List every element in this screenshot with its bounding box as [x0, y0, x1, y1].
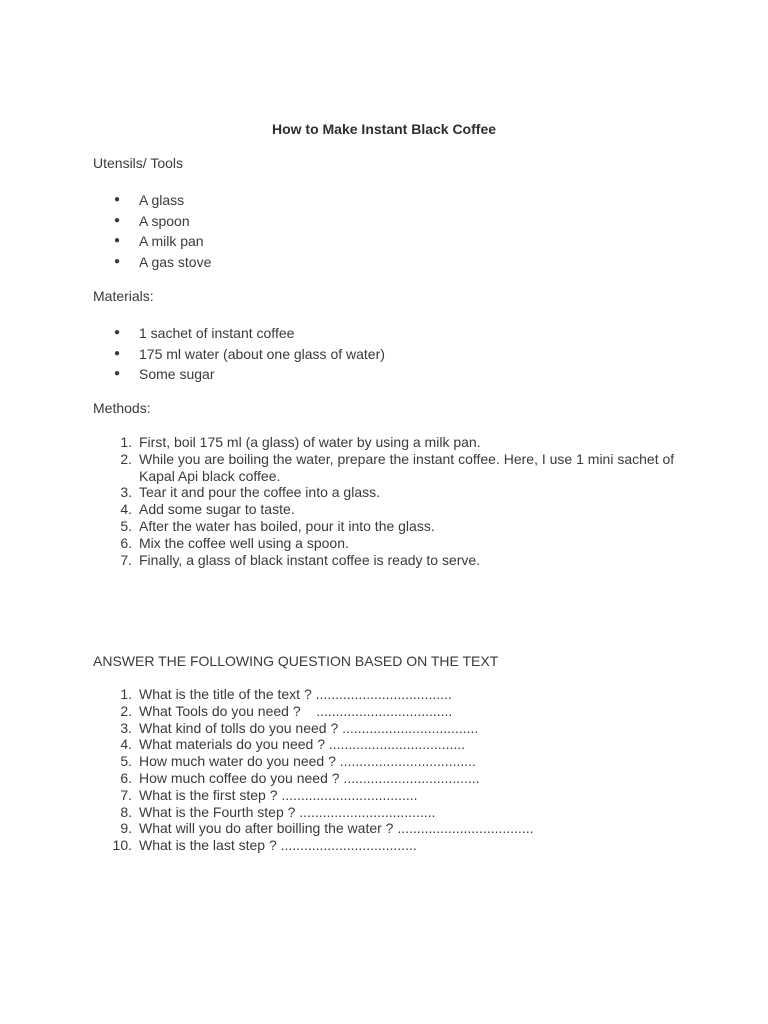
list-item: 4. What materials do you need ? ................................... [120, 736, 466, 753]
list-item: 1. First, boil 175 ml (a glass) of water by using a milk pan. [120, 434, 481, 450]
list-item: 1. What is the title of the text ? ................................... [120, 686, 452, 702]
list-item: 9. What will you do after boilling the water ? ................................... [120, 820, 534, 837]
list-item: 10. What is the last step ? ................................... [112, 837, 417, 854]
list-item: 3. What kind of tolls do you need ? ................................... [120, 719, 479, 736]
list-item: 4. Add some sugar to taste. [120, 501, 295, 518]
list-item: 2. While you are boiling the water, prepare the instant coffee. Here, I use 1 mini sachet of Kapal Api black coffee. [120, 450, 675, 484]
materials-heading: Materials: [93, 288, 154, 304]
list-item: 2. What Tools do you need ? ................................... [120, 702, 453, 719]
methods-heading: Methods: [93, 400, 151, 416]
list-item: 6. How much coffee do you need ? ................................... [120, 769, 480, 786]
document-page: How to Make Instant Black Coffee Utensils/ Tools ● A glass ● A spoon ● A milk pan ● A gas stove Materials: ● 1 sachet of instant coffee ● 175 ml water (about one glass of water) ● Some sugar Methods: 1. First, boil 175 ml (a glass) of water by using a milk pan. 2. While you are boiling the water, prepare the instant coffee. Here, I use 1 mini sachet of Kapal Api black coffee. 3. Tear it and pour the coffee into a glass. 4. Add some sugar to taste. 5. After the water has boiled, pour it into the glass. 6. Mix the coffee well using a spoon. 7. Finally, a glass of black instant coffee is ready to serve. ANSWER THE FOLLOWING QUESTION BASED ON THE TEXT 1. What is the title of the text ? ................................... 2. What Tools do you need ? ................................... 3. What kind of tolls do you need ? ................................... 4. What materials do you need ? ................................... 5. How much water do you need ? ................................... 6. How much coffee do you need ? ................................... 7. What is the first step ? ................................... 8. What is the Fourth step ? ................................... 9. What will you do after boilling the water ? ................................... 10. What is the last step ? ................................... [0, 0, 768, 1024]
list-item: 7. What is the first step ? ................................... [120, 786, 418, 803]
bullet-icon: ● [114, 327, 121, 338]
list-item: 5. After the water has boiled, pour it into the glass. [120, 517, 435, 534]
questions-heading: ANSWER THE FOLLOWING QUESTION BASED ON THE TEXT [93, 653, 499, 669]
bullet-icon: ● [114, 256, 121, 268]
tools-heading: Utensils/ Tools [93, 155, 184, 171]
bullet-icon: ● [114, 235, 121, 247]
list-item: 8. What is the Fourth step ? ................................... [120, 803, 436, 820]
document-title: How to Make Instant Black Coffee [271, 121, 497, 137]
list-item: 7. Finally, a glass of black instant coffee is ready to serve. [120, 551, 481, 568]
list-item: 6. Mix the coffee well using a spoon. [120, 534, 349, 551]
bullet-icon: ● [114, 368, 121, 380]
list-item: 5. How much water do you need ? ................................... [120, 753, 476, 770]
methods-list [0, 434, 699, 568]
bullet-icon: ● [114, 347, 121, 359]
questions-list [0, 686, 699, 854]
bullet-icon: ● [114, 194, 121, 205]
list-item: 3. Tear it and pour the coffee into a glass. [120, 484, 381, 501]
bullet-icon: ● [114, 214, 121, 226]
